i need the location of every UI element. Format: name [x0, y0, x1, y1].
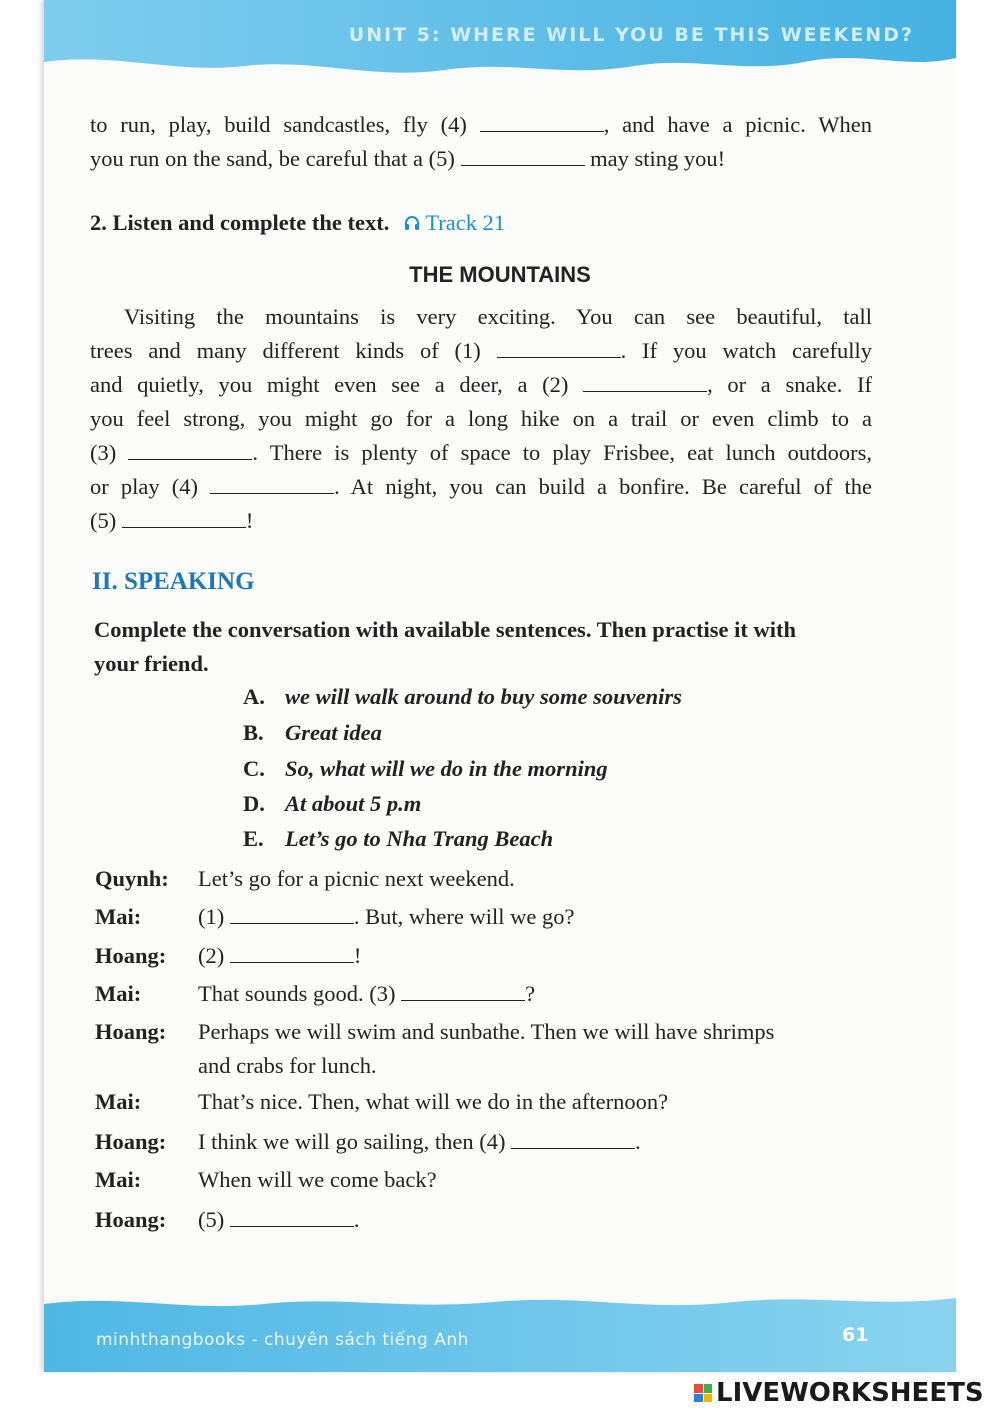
answer-blank[interactable]	[497, 339, 621, 358]
unit-title: UNIT 5: WHERE WILL YOU BE THIS WEEKEND?	[348, 24, 914, 46]
answer-blank[interactable]	[480, 113, 604, 132]
dialogue-line: Mai: That sounds good. (3) ?	[95, 981, 536, 1006]
answer-blank[interactable]	[128, 441, 252, 460]
answer-blank[interactable]	[210, 475, 334, 494]
paragraph-line: you run on the sand, be careful that a (5) may sting you!	[90, 146, 726, 171]
liveworksheets-icon	[694, 1384, 712, 1402]
dialogue-line: Quynh: Let’s go for a picnic next weekend.	[95, 866, 515, 891]
option-item: C. So, what will we do in the morning	[243, 756, 608, 781]
dialogue-line: Hoang: I think we will go sailing, then (4) .	[95, 1129, 641, 1154]
speaking-instruction: your friend.	[94, 651, 209, 676]
section-title: II. SPEAKING	[92, 568, 255, 595]
publisher-text: minhthangbooks - chuyên sách tiếng Anh	[96, 1330, 469, 1350]
answer-blank[interactable]	[230, 905, 354, 924]
answer-blank[interactable]	[401, 982, 525, 1001]
paragraph-line: (5) !	[90, 508, 254, 533]
dialogue-line: Hoang: (2) !	[95, 943, 362, 968]
answer-blank[interactable]	[461, 147, 585, 166]
option-item: A. we will walk around to buy some souvenirs	[243, 684, 682, 709]
liveworksheets-logo: LIVEWORKSHEETS	[694, 1378, 984, 1408]
dialogue-line: Mai: When will we come back?	[95, 1167, 437, 1192]
dialogue-line: Hoang: Perhaps we will swim and sunbathe. Then we will have shrimps	[95, 1019, 775, 1044]
paragraph-line: or play (4) . At night, you can build a bonfire. Be careful of the	[90, 474, 872, 499]
answer-blank[interactable]	[583, 373, 707, 392]
dialogue-line: Mai: (1) . But, where will we go?	[95, 904, 575, 929]
option-item: E. Let’s go to Nha Trang Beach	[243, 826, 554, 851]
option-item: B. Great idea	[243, 720, 382, 745]
answer-blank[interactable]	[230, 944, 354, 963]
answer-blank[interactable]	[122, 509, 246, 528]
dialogue-line: and crabs for lunch.	[198, 1053, 377, 1078]
answer-blank[interactable]	[230, 1208, 354, 1227]
track-link[interactable]: Track 21	[403, 210, 505, 235]
dialogue-line: Hoang: (5) .	[95, 1207, 360, 1232]
paragraph-line: Visiting the mountains is very exciting. You can see beautiful, tall	[124, 304, 872, 329]
paragraph-line: and quietly, you might even see a deer, a (2) , or a snake. If	[90, 372, 872, 397]
exercise-instruction: 2. Listen and complete the text. Track 21	[90, 210, 506, 235]
page-number: 61	[842, 1324, 869, 1346]
dialogue-line: Mai: That’s nice. Then, what will we do in the afternoon?	[95, 1089, 669, 1114]
text-title: THE MOUNTAINS	[409, 262, 591, 287]
paragraph-line: to run, play, build sandcastles, fly (4) , and have a picnic. When	[90, 112, 872, 137]
paragraph-line: trees and many different kinds of (1) . If you watch carefully	[90, 338, 872, 363]
option-item: D. At about 5 p.m	[243, 791, 422, 816]
speaking-instruction: Complete the conversation with available sentences. Then practise it with	[94, 617, 797, 642]
headphones-icon	[403, 214, 421, 232]
paragraph-line: you feel strong, you might go for a long hike on a trail or even climb to a	[90, 406, 872, 431]
paragraph-line: (3) . There is plenty of space to play Frisbee, eat lunch outdoors,	[90, 440, 872, 465]
answer-blank[interactable]	[511, 1130, 635, 1149]
